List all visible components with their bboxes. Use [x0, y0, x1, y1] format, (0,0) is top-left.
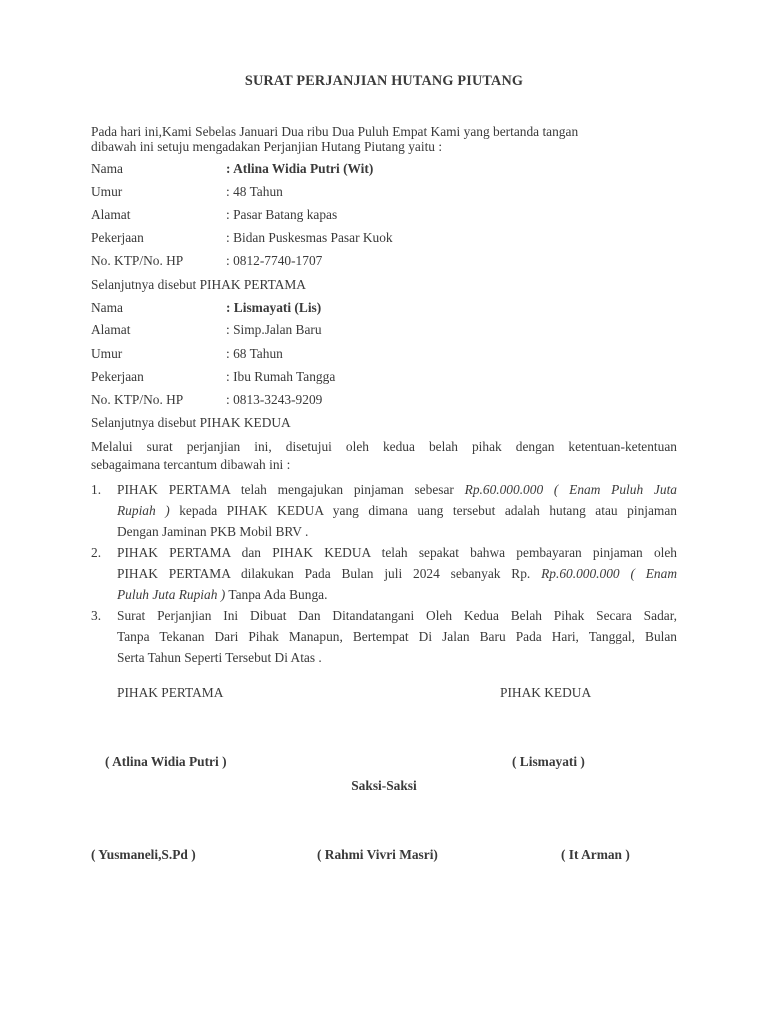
field-label: Nama [91, 161, 123, 176]
term-line: Serta Tahun Seperti Tersebut Di Atas . [117, 650, 322, 665]
field-label: No. KTP/No. HP [91, 392, 184, 407]
agreement-line-1: Melalui surat perjanjian ini, disetujui oleh kedua belah pihak dengan ketentuan-ketentuan [91, 439, 677, 454]
term-item-3 [91, 605, 677, 668]
term-item-1 [91, 479, 677, 542]
party1-signature-name: ( Atlina Widia Putri ) [105, 754, 227, 769]
party2-signature-name: ( Lismayati ) [512, 754, 585, 769]
agreement-line-2: sebagaimana tercantum dibawah ini : [91, 457, 291, 472]
field-value: : Ibu Rumah Tangga [226, 369, 336, 384]
loan-amount: Rp.60.000.000 ( Enam Puluh Juta [464, 482, 677, 497]
party2-field-occupation [91, 368, 335, 386]
party2-field-age [91, 345, 283, 363]
field-value: : 68 Tahun [226, 346, 283, 361]
term-line: Tanpa Tekanan Dari Pihak Manapun, Bertempat Di Jalan Baru Pada Hari, Tanggal, Bulan [117, 629, 677, 644]
term-line [117, 500, 677, 521]
term-number: 3. [91, 608, 102, 623]
witness-3-name: ( It Arman ) [561, 847, 630, 862]
repay-amount-cont: Puluh Juta Rupiah ) [117, 587, 226, 602]
field-value: : Bidan Puskesmas Pasar Kuok [226, 230, 393, 245]
term-number: 2. [91, 545, 102, 560]
term-text: Tanpa Ada Bunga. [225, 587, 328, 602]
loan-amount-cont: Rupiah ) [117, 503, 170, 518]
field-value: : Simp.Jalan Baru [226, 322, 322, 337]
term-item-2 [91, 542, 677, 605]
party1-signature-label: PIHAK PERTAMA [117, 685, 224, 700]
field-label: Nama [91, 300, 123, 315]
document-title: SURAT PERJANJIAN HUTANG PIUTANG [244, 73, 524, 89]
intro-line-2: dibawah ini setuju mengadakan Perjanjian Hutang Piutang yaitu : [91, 139, 443, 154]
field-label: Pekerjaan [91, 369, 144, 384]
party1-designation: Selanjutnya disebut PIHAK PERTAMA [91, 277, 306, 292]
field-value: : 0813-3243-9209 [226, 392, 323, 407]
term-line [117, 563, 677, 584]
field-label: Pekerjaan [91, 230, 144, 245]
term-line: Surat Perjanjian Ini Dibuat Dan Ditandatangani Oleh Kedua Belah Pihak Secara Sadar, [117, 608, 677, 623]
party2-field-ktp [91, 391, 322, 409]
term-number: 1. [91, 482, 102, 497]
field-value: : 0812-7740-1707 [226, 253, 323, 268]
term-line [117, 584, 677, 605]
party2-field-address [91, 321, 322, 339]
repay-amount: Rp.60.000.000 ( Enam [541, 566, 677, 581]
field-label: Alamat [91, 322, 131, 337]
witness-2-name: ( Rahmi Vivri Masri) [317, 847, 438, 862]
field-value: : Lismayati (Lis) [226, 300, 322, 315]
term-line [117, 479, 677, 500]
party2-designation: Selanjutnya disebut PIHAK KEDUA [91, 415, 291, 430]
witness-heading: Saksi-Saksi [351, 778, 417, 793]
term-text: PIHAK PERTAMA telah mengajukan pinjaman sebesar [117, 482, 465, 497]
field-value: : Pasar Batang kapas [226, 207, 338, 222]
term-line: Dengan Jaminan PKB Mobil BRV . [117, 524, 309, 539]
party2-signature-label: PIHAK KEDUA [500, 685, 592, 700]
field-label: No. KTP/No. HP [91, 253, 184, 268]
field-value: : Atlina Widia Putri (Wit) [226, 161, 374, 176]
field-label: Alamat [91, 207, 131, 222]
term-text: PIHAK PERTAMA dilakukan Pada Bulan juli 2024 sebanyak Rp. [117, 566, 542, 581]
agreement-paragraph [91, 438, 677, 474]
party1-field-age [91, 183, 283, 201]
party1-field-ktp [91, 252, 322, 270]
party1-field-name [91, 160, 373, 178]
term-line: PIHAK PERTAMA dan PIHAK KEDUA telah sepakat bahwa pembayaran pinjaman oleh [117, 545, 677, 560]
witness-1-name: ( Yusmaneli,S.Pd ) [91, 847, 196, 862]
field-value: : 48 Tahun [226, 184, 283, 199]
intro-line-1: Pada hari ini,Kami Sebelas Januari Dua ribu Dua Puluh Empat Kami yang bertanda tangan [91, 124, 579, 139]
party1-field-occupation [91, 229, 393, 247]
party2-field-name [91, 299, 321, 317]
term-text: kepada PIHAK KEDUA yang dimana uang tersebut adalah hutang atau pinjaman [169, 503, 677, 518]
party1-field-address [91, 206, 337, 224]
field-label: Umur [91, 346, 123, 361]
field-label: Umur [91, 184, 123, 199]
